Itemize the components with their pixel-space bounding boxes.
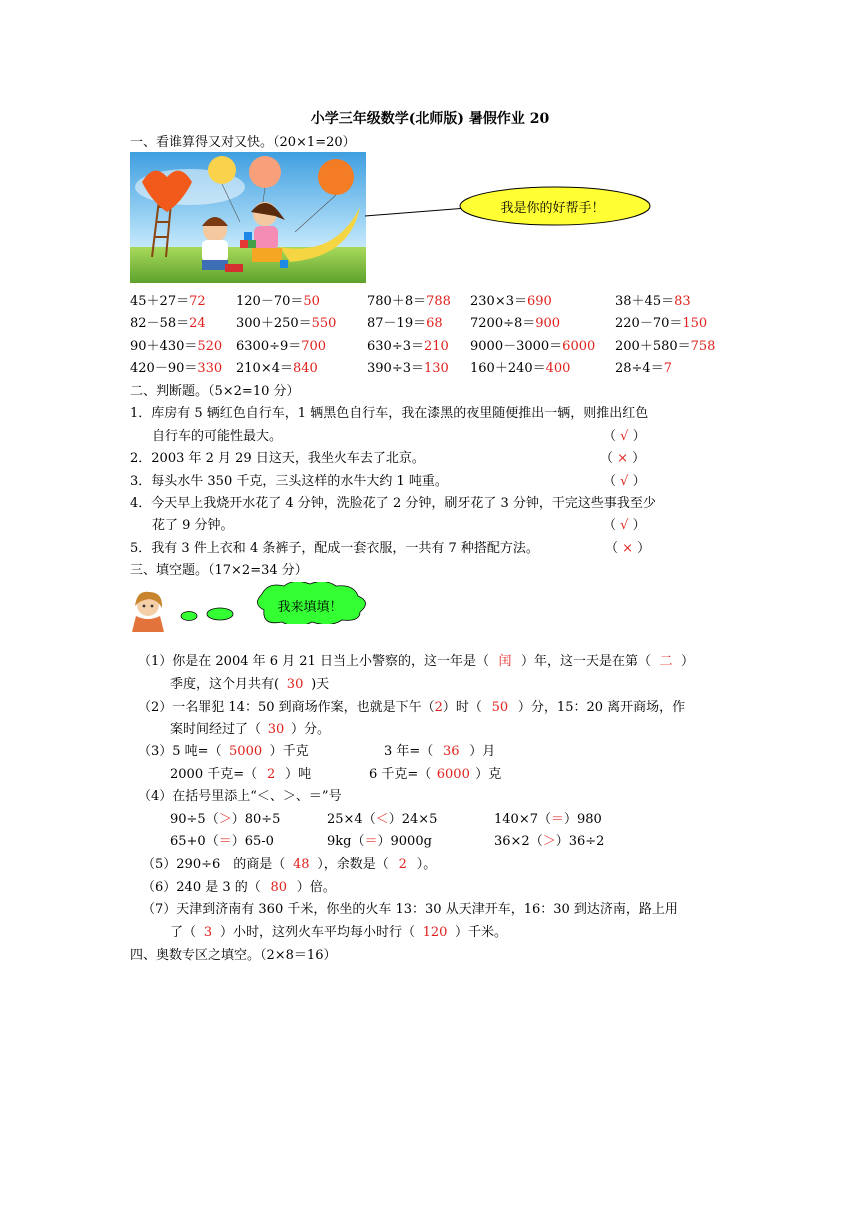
- calc-item: [615, 335, 715, 354]
- fill-q7-text-a: 了（: [170, 925, 197, 940]
- cmp-answer: ＝: [364, 834, 378, 849]
- cloud-bubble-text: 我来填填！: [277, 600, 343, 615]
- calc-item: [367, 312, 443, 331]
- judge-q4-mark: （ √ ）: [603, 518, 646, 533]
- fill-q1-text-a: （1）你是在 2004 年 6 月 21 日当上小警察的，这一年是（: [138, 654, 489, 669]
- fill-q7-line2: [170, 921, 507, 940]
- calc-item: [130, 335, 222, 354]
- judge-q2: 2．2003 年 2 月 29 日这天，我坐火车去了北京。: [130, 451, 425, 466]
- calc-question: 120－70＝: [236, 294, 304, 309]
- judge-q2-answer: ×: [617, 451, 629, 466]
- fill-q2-text-e: ）分。: [291, 722, 331, 737]
- fill-q3-answer-4: 6000: [436, 767, 470, 782]
- judge-q1-line2: 自行车的可能性最大。: [152, 429, 283, 444]
- judge-q3-mark: （ √ ）: [603, 474, 646, 489]
- section-4-heading: 四、奥数专区之填空。（2×8＝16）: [130, 948, 337, 963]
- calc-answer: 150: [682, 316, 708, 331]
- cmp-answer: ＜: [375, 812, 389, 827]
- calc-question: 220－70＝: [615, 316, 683, 331]
- calc-answer: 130: [423, 361, 449, 376]
- judge-q5-mark: （ × ）: [605, 541, 651, 556]
- fill-q2-text-c: ）分，15：20 离开商场，作: [517, 700, 686, 715]
- calc-question: 90＋430＝: [130, 339, 198, 354]
- calc-item: [236, 290, 320, 309]
- fill-q2-answer-3: 30: [267, 722, 285, 737]
- calc-item: [367, 335, 449, 354]
- calc-item: [470, 312, 560, 331]
- fill-q7-answer-1: 3: [203, 925, 213, 940]
- cmp-text: ）80÷5: [231, 812, 281, 827]
- calc-question: 6300÷9＝: [236, 339, 302, 354]
- cartoon-girl-icon: [128, 588, 170, 634]
- calc-question: 45＋27＝: [130, 294, 190, 309]
- cmp-text: 36×2（: [494, 834, 543, 849]
- cmp-answer: ＞: [542, 834, 556, 849]
- judge-q4-line1: 4．今天早上我烧开水花了 4 分钟，洗脸花了 2 分钟，刷牙花了 3 分钟，干完这些事我至少: [130, 496, 656, 511]
- fill-q3-line2b: [369, 763, 501, 782]
- fill-q3-text-e: 2000 千克=（: [170, 767, 258, 782]
- fill-q3-answer-1: 5000: [229, 744, 263, 759]
- fill-q3-text-g: 6 千克=（: [369, 767, 432, 782]
- calc-question: 420－90＝: [130, 361, 198, 376]
- fill-q3-text-b: ）千克: [269, 744, 309, 759]
- fill-q6-answer: 80: [270, 880, 288, 895]
- thought-dots: [180, 604, 260, 624]
- calc-item: [367, 290, 451, 309]
- calc-question: 210×4＝: [236, 361, 293, 376]
- fill-q1-text-c: ）: [680, 654, 694, 669]
- calc-question: 28÷4＝: [615, 361, 664, 376]
- judge-q3: 3．每头水牛 350 千克，三头这样的水牛大约 1 吨重。: [130, 474, 448, 489]
- cmp-answer: ＝: [550, 812, 564, 827]
- fill-q4-row2a: [170, 830, 274, 849]
- calc-item: [470, 335, 595, 354]
- fill-q3-line2a: [170, 763, 311, 782]
- judge-q1-answer: √: [620, 429, 629, 444]
- calc-answer: 840: [292, 361, 318, 376]
- cmp-text: ）24×5: [388, 812, 438, 827]
- fill-q6-text-a: （6）240 是 3 的（: [142, 880, 261, 895]
- judge-q2-mark: （ × ）: [600, 451, 646, 466]
- fill-q3-line1a: [138, 740, 309, 759]
- fill-q1-text-d: 季度，这个月共有(: [170, 677, 280, 692]
- fill-q2-answer-1: 2: [434, 700, 443, 715]
- calc-answer: 6000: [562, 339, 596, 354]
- judge-q4-line2: 花了 9 分钟。: [152, 518, 234, 533]
- calc-answer: 72: [189, 294, 206, 309]
- cmp-text: 65+0（: [170, 834, 219, 849]
- fill-q5: [142, 853, 436, 872]
- fill-q4-row1b: [327, 808, 437, 827]
- calc-item: [615, 312, 707, 331]
- judge-q1-mark: （ √ ）: [603, 429, 646, 444]
- calc-answer: 900: [535, 316, 561, 331]
- fill-q3-answer-3: 2: [266, 767, 276, 782]
- calc-answer: 7: [663, 361, 672, 376]
- section-1-heading: 一、看谁算得又对又快。（20×1=20）: [130, 135, 356, 150]
- fill-q1-answer-3: 30: [286, 677, 304, 692]
- calc-item: [236, 357, 318, 376]
- fill-q6-text-b: ）倍。: [296, 880, 336, 895]
- fill-q2-text-b: ）时（: [442, 700, 482, 715]
- fill-q5-text-b: ），余数是（: [317, 857, 389, 872]
- calc-answer: 758: [690, 339, 716, 354]
- fill-q3-text-d: ）月: [469, 744, 496, 759]
- calc-answer: 210: [423, 339, 449, 354]
- judge-q3-answer: √: [620, 474, 629, 489]
- fill-q5-answer-1: 48: [292, 857, 310, 872]
- calc-item: [130, 290, 206, 309]
- fill-q1-answer-2: 二: [659, 654, 673, 669]
- fill-q4-row1c: [494, 808, 602, 827]
- calc-answer: 50: [303, 294, 320, 309]
- fill-q7-line1: （7）天津到济南有 360 千米，你坐的火车 13：30 从天津开车，16：30 到达济南，路上用: [142, 902, 678, 917]
- fill-q7-text-b: ）小时，这列火车平均每小时行（: [220, 925, 416, 940]
- calc-item: [615, 357, 672, 376]
- section-3-heading: 三、填空题。（17×2=34 分）: [130, 563, 308, 578]
- fill-q7-text-c: ）千米。: [455, 925, 508, 940]
- cmp-text: ）9000g: [377, 834, 432, 849]
- fill-q7-answer-2: 120: [422, 925, 448, 940]
- fill-q4-row2b: [327, 830, 432, 849]
- children-illustration: [130, 152, 366, 283]
- fill-q2-line1: [138, 696, 685, 715]
- section-2-heading: 二、判断题。（5×2=10 分）: [130, 384, 300, 399]
- fill-q1-text-b: ）年，这一天是在第（: [520, 654, 651, 669]
- calc-item: [615, 290, 691, 309]
- calc-item: [470, 290, 552, 309]
- judge-q1-line1: 1．库房有 5 辆红色自行车，1 辆黑色自行车，我在漆黑的夜里随便推出一辆，则推出红色: [130, 406, 649, 421]
- calc-answer: 83: [674, 294, 691, 309]
- fill-q4-row2c: [494, 830, 604, 849]
- calc-answer: 330: [197, 361, 223, 376]
- fill-q2-line2: [170, 718, 330, 737]
- calc-answer: 690: [526, 294, 552, 309]
- calc-item: [367, 357, 449, 376]
- fill-q2-text-d: 案时间经过了（: [170, 722, 262, 737]
- calc-question: 160＋240＝: [470, 361, 546, 376]
- judge-q4-answer: √: [620, 518, 629, 533]
- judge-q5-answer: ×: [622, 541, 634, 556]
- cmp-text: 25×4（: [327, 812, 376, 827]
- calc-item: [130, 357, 222, 376]
- cmp-text: 90÷5（: [170, 812, 219, 827]
- cmp-text: ）36÷2: [555, 834, 605, 849]
- calc-question: 82－58＝: [130, 316, 190, 331]
- page-title: 小学三年级数学(北师版) 暑假作业 20: [310, 111, 550, 127]
- calc-answer: 520: [197, 339, 223, 354]
- calc-item: [130, 312, 206, 331]
- fill-q5-text-a: （5）290÷6 的商是（: [142, 857, 286, 872]
- cmp-answer: ＝: [218, 834, 232, 849]
- calc-question: 200＋580＝: [615, 339, 691, 354]
- calc-question: 630÷3＝: [367, 339, 424, 354]
- fill-q6: [142, 876, 336, 895]
- cmp-answer: ＞: [218, 812, 232, 827]
- cmp-text: ）65-0: [231, 834, 274, 849]
- calc-question: 38＋45＝: [615, 294, 675, 309]
- fill-q5-text-c: ）。: [416, 857, 437, 872]
- fill-q2-answer-2: 50: [491, 700, 509, 715]
- calc-item: [470, 357, 570, 376]
- fill-q3-text-a: （3）5 吨=（: [138, 744, 222, 759]
- fill-q1-line2: [170, 673, 329, 692]
- fill-q1-text-e: )天: [311, 677, 330, 692]
- cmp-text: ）980: [564, 812, 602, 827]
- fill-q3-answer-2: 36: [443, 744, 460, 759]
- fill-q1-answer-1: 闰: [498, 654, 512, 669]
- calc-question: 780＋8＝: [367, 294, 427, 309]
- fill-q4-heading: （4）在括号里添上“＜、＞、＝”号: [138, 789, 342, 804]
- fill-q2-text-a: （2）一名罪犯 14：50 到商场作案，也就是下午（: [138, 700, 435, 715]
- calc-answer: 400: [545, 361, 571, 376]
- fill-q1-line1: [138, 650, 694, 669]
- calc-answer: 68: [426, 316, 443, 331]
- calc-answer: 550: [311, 316, 337, 331]
- calc-question: 390÷3＝: [367, 361, 424, 376]
- calc-item: [236, 312, 336, 331]
- calc-question: 7200÷8＝: [470, 316, 536, 331]
- calc-answer: 24: [189, 316, 206, 331]
- fill-q3-text-h: ）克: [475, 767, 502, 782]
- speech-bubble-text: 我是你的好帮手！: [500, 201, 605, 216]
- cmp-text: 140×7（: [494, 812, 551, 827]
- cmp-text: 9kg（: [327, 834, 365, 849]
- fill-q3-text-f: ）吨: [285, 767, 312, 782]
- calc-answer: 788: [426, 294, 451, 309]
- calc-answer: 700: [301, 339, 327, 354]
- fill-q3-text-c: 3 年=（: [384, 744, 434, 759]
- calc-question: 9000－3000＝: [470, 339, 563, 354]
- calc-question: 300＋250＝: [236, 316, 312, 331]
- calc-question: 87－19＝: [367, 316, 427, 331]
- fill-q5-answer-2: 2: [398, 857, 407, 872]
- fill-q4-row1a: [170, 808, 280, 827]
- fill-q3-line1b: [384, 740, 495, 759]
- calc-item: [236, 335, 326, 354]
- judge-q5: 5．我有 3 件上衣和 4 条裤子，配成一套衣服，一共有 7 种搭配方法。: [130, 541, 539, 556]
- calc-question: 230×3＝: [470, 294, 527, 309]
